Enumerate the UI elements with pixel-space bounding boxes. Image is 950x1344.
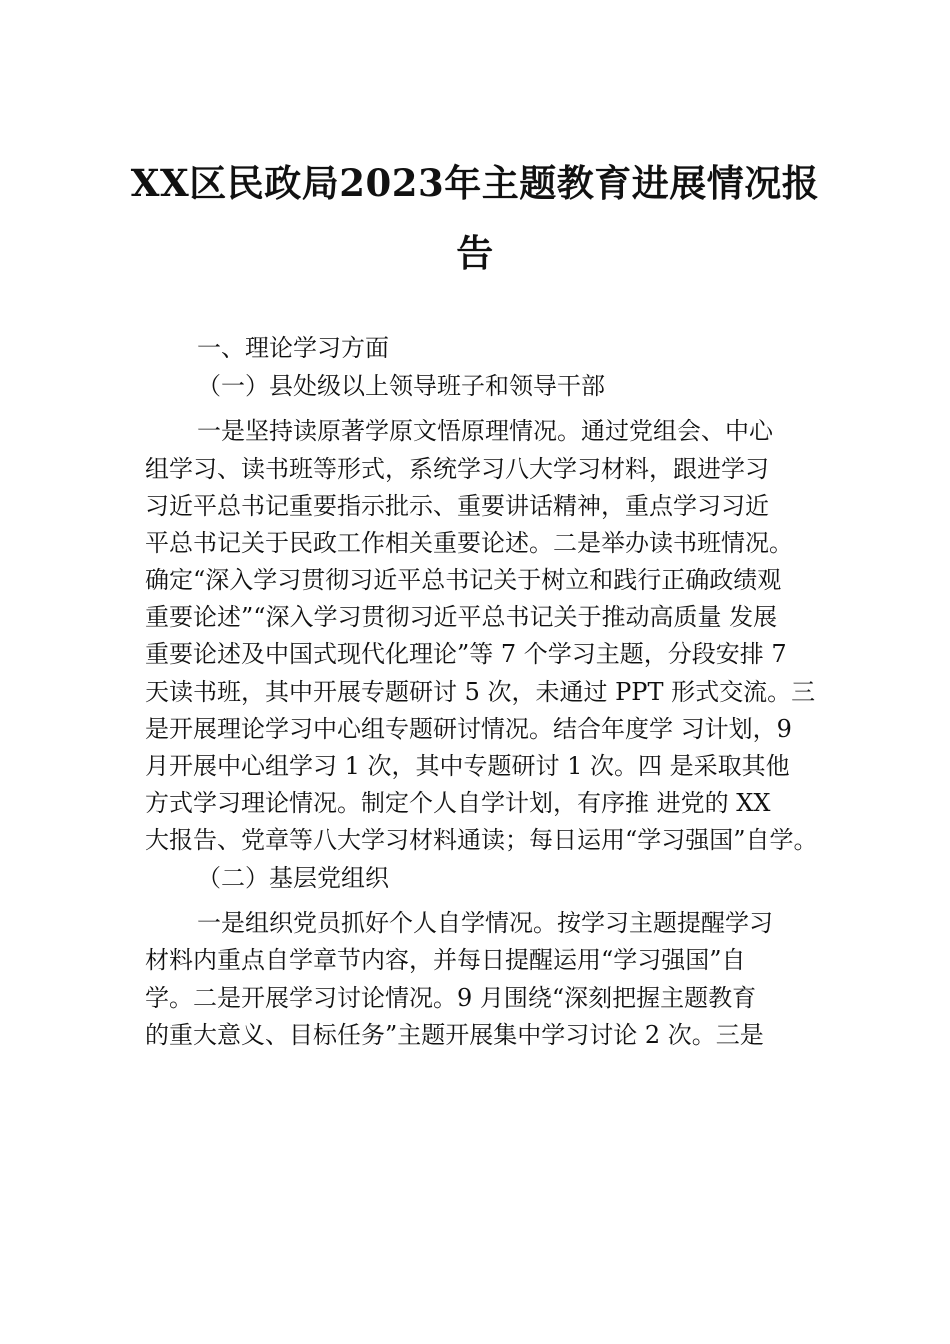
- document-title-line-2: 告: [456, 231, 494, 275]
- subsection-heading-leadership: （一）县处级以上领导班子和领导干部: [197, 372, 605, 400]
- paragraph-line: 平总书记关于民政工作相关重要论述。二是举办读书班情况。: [145, 529, 793, 557]
- paragraph-line: 月开展中心组学习 1 次，其中专题研讨 1 次。四 是采取其他: [145, 752, 790, 780]
- paragraph-line: 一是坚持读原著学原文悟原理情况。通过党组会、中心: [197, 417, 773, 445]
- paragraph-line: 重要论述”“深入学习贯彻习近平总书记关于推动高质量 发展: [145, 603, 778, 631]
- paragraph-line: 是开展理论学习中心组专题研讨情况。结合年度学 习计划，9: [145, 715, 792, 743]
- document-title-line-1: XX区民政局2023年主题教育进展情况报: [130, 161, 820, 205]
- subsection-heading-grassroots: （二）基层党组织: [197, 864, 389, 892]
- paragraph-line: 方式学习理论情况。制定个人自学计划，有序推 进党的 XX: [145, 789, 771, 817]
- paragraph-line: 天读书班，其中开展专题研讨 5 次，未通过 PPT 形式交流。三: [145, 678, 816, 706]
- paragraph-line: 学。二是开展学习讨论情况。9 月围绕“深刻把握主题教育: [145, 984, 757, 1012]
- paragraph-line: 组学习、读书班等形式，系统学习八大学习材料，跟进学习: [145, 455, 769, 483]
- paragraph-line: 的重大意义、目标任务”主题开展集中学习讨论 2 次。三是: [145, 1021, 764, 1049]
- paragraph-line: 重要论述及中国式现代化理论”等 7 个学习主题，分段安排 7: [145, 640, 787, 668]
- paragraph-line: 习近平总书记重要指示批示、重要讲话精神，重点学习习近: [145, 492, 769, 520]
- paragraph-line: 大报告、党章等八大学习材料通读；每日运用“学习强国”自学。: [145, 826, 818, 854]
- section-heading-theory-study: 一、理论学习方面: [197, 334, 389, 362]
- paragraph-line: 材料内重点自学章节内容，并每日提醒运用“学习强国”自: [145, 946, 746, 974]
- paragraph-line: 确定“深入学习贯彻习近平总书记关于树立和践行正确政绩观: [145, 566, 782, 594]
- paragraph-line: 一是组织党员抓好个人自学情况。按学习主题提醒学习: [197, 909, 773, 937]
